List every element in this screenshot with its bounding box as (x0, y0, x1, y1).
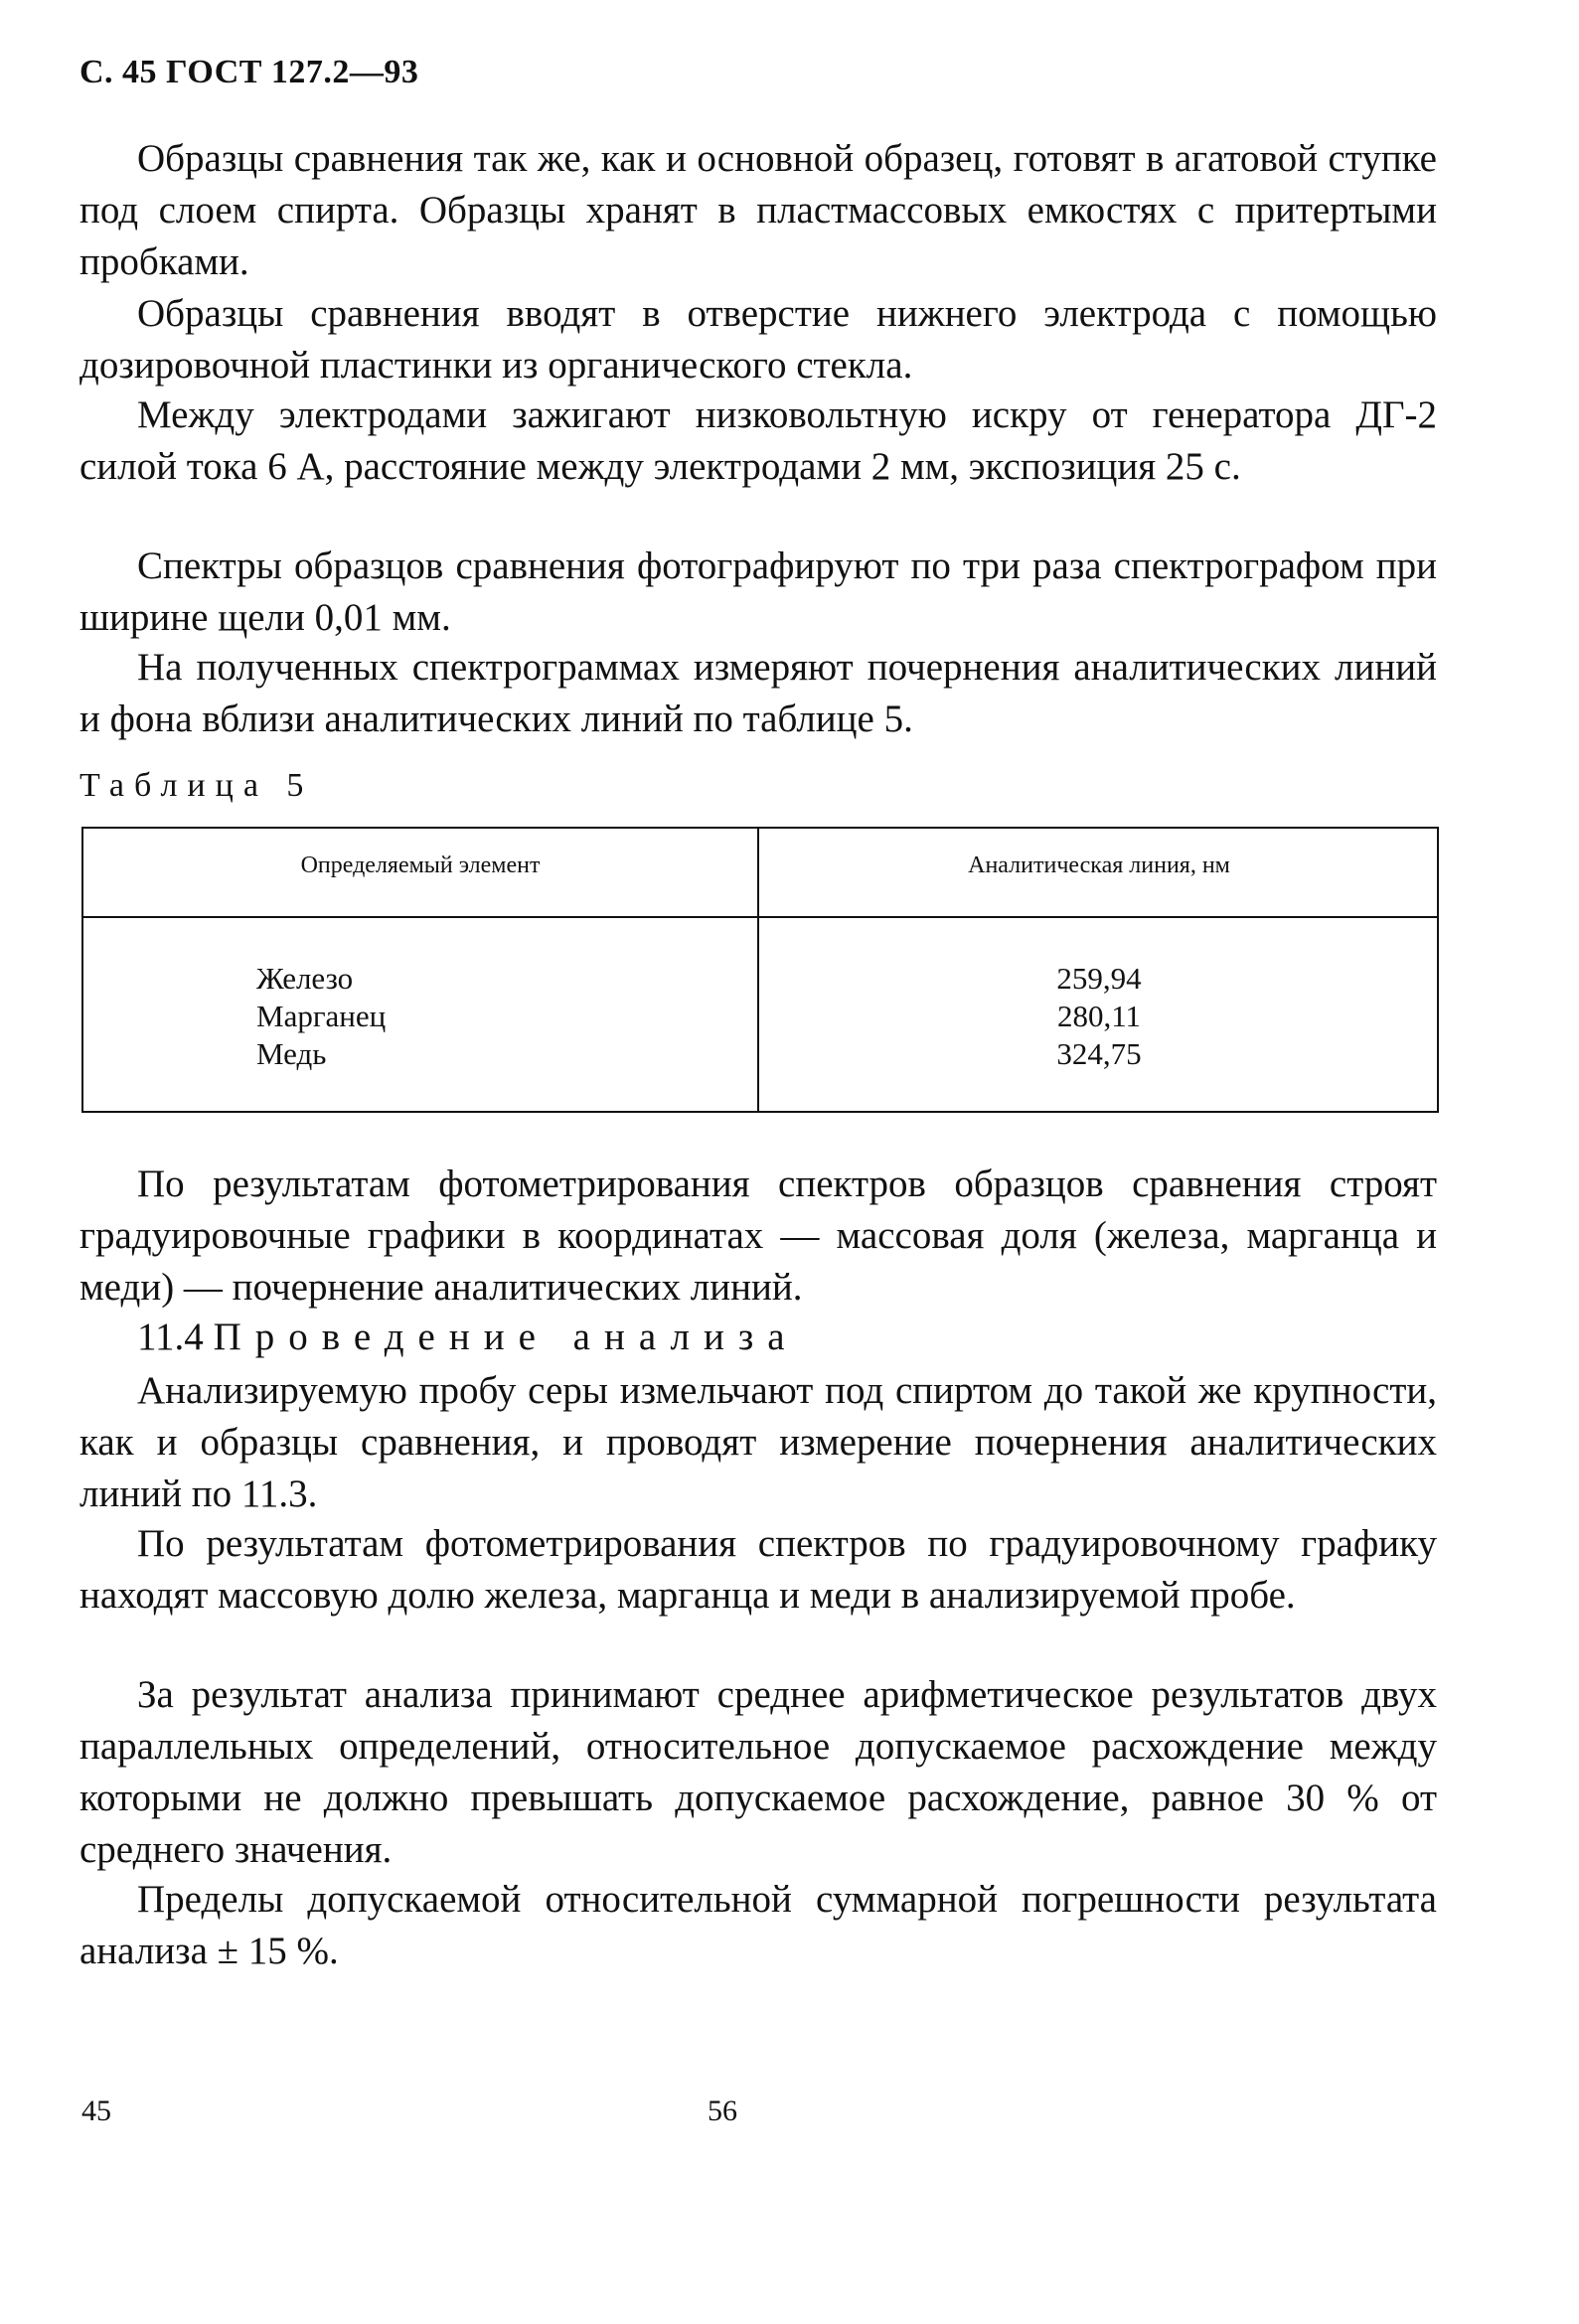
page-number-center: 56 (708, 2094, 737, 2127)
table-header-divider (83, 916, 1437, 918)
table-cell: 280,11 (1056, 999, 1142, 1033)
table-caption: Таблица 5 (79, 767, 314, 804)
table-header-element: Определяемый элемент (300, 852, 541, 878)
page-number-left: 45 (81, 2094, 111, 2127)
table-column-elements (256, 960, 386, 1073)
paragraph (79, 1669, 1437, 1876)
paragraph-text: Образцы сравнения так же, как и основной образец, готовят в агатовой ступке под слоем спирта. Образцы хранят в пластмассовых емкостях с притертыми пробками. (79, 137, 1437, 283)
paragraph-text: Пределы допускаемой относительной суммарной погрешности результата анализа ± 15 %. (79, 1878, 1437, 1972)
paragraph (79, 1518, 1437, 1622)
paragraph (79, 133, 1437, 288)
table-column-lines (759, 960, 1439, 1073)
section-heading (79, 1312, 1437, 1363)
paragraph-text: Спектры образцов сравнения фотографируют по три раза спектрографом при ширине щели 0,01 мм. (79, 544, 1437, 639)
paragraph-text: На полученных спектрограммах измеряют почернения аналитических линий и фона вблизи аналитических линий по таблице 5. (79, 646, 1437, 740)
paragraph-text: По результатам фотометрирования спектров образцов сравнения строят градуировочные графики в координатах — массовая доля (железа, марганца и меди) — почернение аналитических линий. (79, 1162, 1437, 1309)
section-title: Проведение анализа (213, 1316, 799, 1358)
paragraph (79, 1365, 1437, 1520)
data-table (81, 827, 1439, 1113)
paragraph-text: Образцы сравнения вводят в отверстие нижнего электрода с помощью дозировочной пластинки из органического стекла. (79, 292, 1437, 387)
table-cell: Железо (256, 961, 354, 996)
paragraph (79, 389, 1437, 493)
table-cell: Медь (256, 1036, 327, 1071)
paragraph-text: По результатам фотометрирования спектров по градуировочному графику находят массовую долю железа, марганца и меди в анализируемой пробе. (79, 1522, 1437, 1617)
table-cell: 259,94 (1056, 961, 1142, 996)
paragraph (79, 288, 1437, 391)
table-cell: 324,75 (1056, 1036, 1142, 1071)
section-number: 11.4 (137, 1316, 204, 1358)
paragraph (79, 642, 1437, 745)
paragraph (79, 1159, 1437, 1314)
paragraph-text: Между электродами зажигают низковольтную искру от генератора ДГ-2 силой тока 6 А, расстояние между электродами 2 мм, экспозиция 25 с. (79, 393, 1437, 488)
paragraph (79, 541, 1437, 644)
paragraph-text: За результат анализа принимают среднее арифметическое результатов двух параллельных определений, относительное допускаемое расхождение между которыми не должно превышать допускаемое расхождение, равное 30 % от среднего значения. (79, 1673, 1437, 1871)
table-header-line: Аналитическая линия, нм (968, 852, 1230, 878)
paragraph (79, 1874, 1437, 1977)
page-header: С. 45 ГОСТ 127.2—93 (79, 54, 419, 90)
table-cell: Марганец (256, 999, 387, 1033)
paragraph-text: Анализируемую пробу серы измельчают под спиртом до такой же крупности, как и образцы сравнения, и проводят измерение почернения аналитических линий по 11.3. (79, 1369, 1437, 1515)
